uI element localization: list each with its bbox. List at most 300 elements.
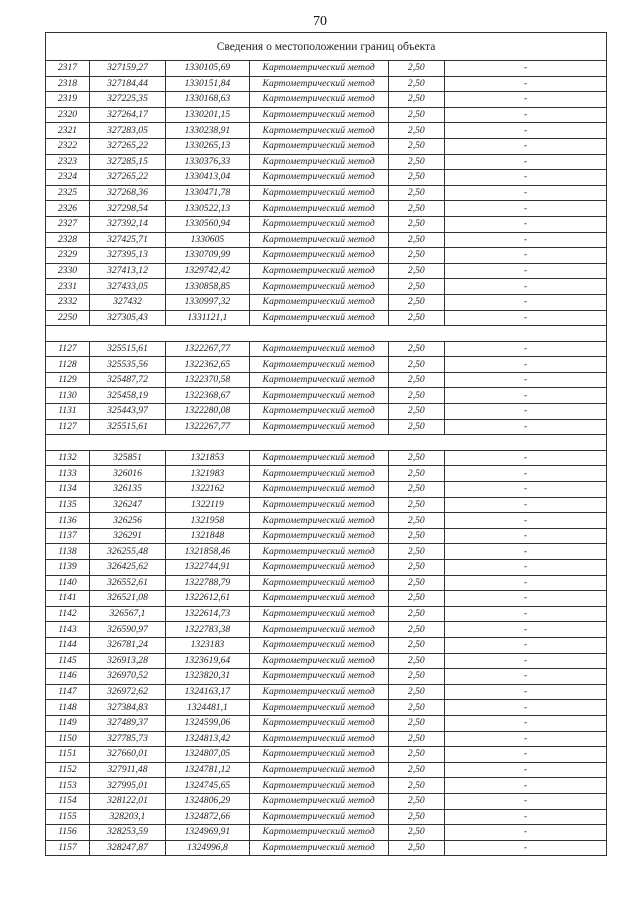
method-cell: Картометрический метод [249, 404, 388, 420]
method-cell: Картометрический метод [249, 793, 388, 809]
point-number-cell: 2317 [46, 61, 90, 77]
table-row [46, 310, 607, 326]
description-cell: - [445, 637, 607, 653]
y-coordinate-cell: 1330105,69 [166, 61, 250, 77]
method-cell: Картометрический метод [249, 684, 388, 700]
method-cell: Картометрический метод [249, 170, 388, 186]
description-cell: - [445, 560, 607, 576]
description-cell: - [445, 154, 607, 170]
method-cell: Картометрический метод [249, 544, 388, 560]
description-cell: - [445, 419, 607, 435]
accuracy-cell: 2,50 [388, 622, 444, 638]
accuracy-cell: 2,50 [388, 762, 444, 778]
point-number-cell: 1134 [46, 482, 90, 498]
accuracy-cell: 2,50 [388, 76, 444, 92]
description-cell: - [445, 466, 607, 482]
method-cell: Картометрический метод [249, 575, 388, 591]
x-coordinate-cell: 326247 [89, 497, 165, 513]
point-number-cell: 2327 [46, 216, 90, 232]
x-coordinate-cell: 325487,72 [89, 372, 165, 388]
point-number-cell: 2325 [46, 185, 90, 201]
accuracy-cell: 2,50 [388, 809, 444, 825]
point-number-cell: 1147 [46, 684, 90, 700]
y-coordinate-cell: 1330168,63 [166, 92, 250, 108]
x-coordinate-cell: 327785,73 [89, 731, 165, 747]
table-row [46, 528, 607, 544]
description-cell: - [445, 778, 607, 794]
method-cell: Картометрический метод [249, 466, 388, 482]
description-cell: - [445, 684, 607, 700]
description-cell: - [445, 372, 607, 388]
description-cell: - [445, 825, 607, 841]
method-cell: Картометрический метод [249, 825, 388, 841]
x-coordinate-cell: 326425,62 [89, 560, 165, 576]
point-number-cell: 1136 [46, 513, 90, 529]
y-coordinate-cell: 1330413,04 [166, 170, 250, 186]
method-cell: Картометрический метод [249, 482, 388, 498]
x-coordinate-cell: 326781,24 [89, 637, 165, 653]
y-coordinate-cell: 1330997,32 [166, 294, 250, 310]
accuracy-cell: 2,50 [388, 341, 444, 357]
point-number-cell: 1144 [46, 637, 90, 653]
description-cell: - [445, 715, 607, 731]
point-number-cell: 1151 [46, 747, 90, 763]
table-row [46, 466, 607, 482]
x-coordinate-cell: 327285,15 [89, 154, 165, 170]
table-row [46, 76, 607, 92]
description-cell: - [445, 279, 607, 295]
method-cell: Картометрический метод [249, 372, 388, 388]
x-coordinate-cell: 328253,59 [89, 825, 165, 841]
table-row [46, 450, 607, 466]
description-cell: - [445, 700, 607, 716]
y-coordinate-cell: 1322783,38 [166, 622, 250, 638]
x-coordinate-cell: 326255,48 [89, 544, 165, 560]
method-cell: Картометрический метод [249, 606, 388, 622]
table-title: Сведения о местоположении границ объекта [46, 33, 607, 61]
table-row [46, 107, 607, 123]
point-number-cell: 1140 [46, 575, 90, 591]
table-row [46, 840, 607, 856]
point-number-cell: 1152 [46, 762, 90, 778]
x-coordinate-cell: 327489,37 [89, 715, 165, 731]
y-coordinate-cell: 1321983 [166, 466, 250, 482]
table-row [46, 154, 607, 170]
point-number-cell: 2324 [46, 170, 90, 186]
table-row [46, 669, 607, 685]
point-number-cell: 1141 [46, 591, 90, 607]
x-coordinate-cell: 327265,22 [89, 170, 165, 186]
point-number-cell: 1137 [46, 528, 90, 544]
table-row [46, 123, 607, 139]
y-coordinate-cell: 1323619,64 [166, 653, 250, 669]
accuracy-cell: 2,50 [388, 653, 444, 669]
y-coordinate-cell: 1324599,06 [166, 715, 250, 731]
x-coordinate-cell: 327265,22 [89, 138, 165, 154]
description-cell: - [445, 497, 607, 513]
point-number-cell: 1130 [46, 388, 90, 404]
point-number-cell: 1149 [46, 715, 90, 731]
method-cell: Картометрический метод [249, 497, 388, 513]
accuracy-cell: 2,50 [388, 450, 444, 466]
y-coordinate-cell: 1321848 [166, 528, 250, 544]
description-cell: - [445, 341, 607, 357]
method-cell: Картометрический метод [249, 138, 388, 154]
description-cell: - [445, 263, 607, 279]
x-coordinate-cell: 327225,35 [89, 92, 165, 108]
method-cell: Картометрический метод [249, 279, 388, 295]
point-number-cell: 1143 [46, 622, 90, 638]
accuracy-cell: 2,50 [388, 201, 444, 217]
description-cell: - [445, 731, 607, 747]
x-coordinate-cell: 327995,01 [89, 778, 165, 794]
description-cell: - [445, 201, 607, 217]
accuracy-cell: 2,50 [388, 637, 444, 653]
point-number-cell: 1142 [46, 606, 90, 622]
table-row [46, 388, 607, 404]
accuracy-cell: 2,50 [388, 294, 444, 310]
x-coordinate-cell: 326016 [89, 466, 165, 482]
description-cell: - [445, 762, 607, 778]
accuracy-cell: 2,50 [388, 61, 444, 77]
accuracy-cell: 2,50 [388, 185, 444, 201]
accuracy-cell: 2,50 [388, 482, 444, 498]
point-number-cell: 1128 [46, 357, 90, 373]
table-row [46, 185, 607, 201]
accuracy-cell: 2,50 [388, 731, 444, 747]
accuracy-cell: 2,50 [388, 669, 444, 685]
x-coordinate-cell: 327384,83 [89, 700, 165, 716]
accuracy-cell: 2,50 [388, 92, 444, 108]
table-row [46, 404, 607, 420]
accuracy-cell: 2,50 [388, 840, 444, 856]
accuracy-cell: 2,50 [388, 170, 444, 186]
table-row [46, 357, 607, 373]
method-cell: Картометрический метод [249, 310, 388, 326]
group-separator-row [46, 435, 607, 451]
accuracy-cell: 2,50 [388, 123, 444, 139]
table-row [46, 294, 607, 310]
accuracy-cell: 2,50 [388, 154, 444, 170]
description-cell: - [445, 61, 607, 77]
method-cell: Картометрический метод [249, 700, 388, 716]
accuracy-cell: 2,50 [388, 466, 444, 482]
table-row [46, 216, 607, 232]
table-row [46, 201, 607, 217]
x-coordinate-cell: 326135 [89, 482, 165, 498]
point-number-cell: 2321 [46, 123, 90, 139]
y-coordinate-cell: 1324481,1 [166, 700, 250, 716]
table-row [46, 263, 607, 279]
y-coordinate-cell: 1323183 [166, 637, 250, 653]
x-coordinate-cell: 326552,61 [89, 575, 165, 591]
accuracy-cell: 2,50 [388, 747, 444, 763]
description-cell: - [445, 185, 607, 201]
x-coordinate-cell: 327298,54 [89, 201, 165, 217]
accuracy-cell: 2,50 [388, 715, 444, 731]
description-cell: - [445, 170, 607, 186]
table-row [46, 248, 607, 264]
y-coordinate-cell: 1322362,65 [166, 357, 250, 373]
y-coordinate-cell: 1322368,67 [166, 388, 250, 404]
table-row [46, 653, 607, 669]
accuracy-cell: 2,50 [388, 793, 444, 809]
x-coordinate-cell: 326970,52 [89, 669, 165, 685]
y-coordinate-cell: 1324813,42 [166, 731, 250, 747]
method-cell: Картометрический метод [249, 840, 388, 856]
y-coordinate-cell: 1330471,78 [166, 185, 250, 201]
description-cell: - [445, 513, 607, 529]
table-row [46, 513, 607, 529]
y-coordinate-cell: 1324781,12 [166, 762, 250, 778]
x-coordinate-cell: 327283,05 [89, 123, 165, 139]
point-number-cell: 2318 [46, 76, 90, 92]
description-cell: - [445, 138, 607, 154]
table-row [46, 544, 607, 560]
x-coordinate-cell: 326590,97 [89, 622, 165, 638]
accuracy-cell: 2,50 [388, 497, 444, 513]
method-cell: Картометрический метод [249, 201, 388, 217]
method-cell: Картометрический метод [249, 513, 388, 529]
x-coordinate-cell: 325851 [89, 450, 165, 466]
table-row [46, 637, 607, 653]
table-row [46, 279, 607, 295]
description-cell: - [445, 232, 607, 248]
y-coordinate-cell: 1324163,17 [166, 684, 250, 700]
table-row [46, 825, 607, 841]
description-cell: - [445, 388, 607, 404]
description-cell: - [445, 575, 607, 591]
x-coordinate-cell: 327433,05 [89, 279, 165, 295]
boundary-table [45, 32, 607, 856]
table-row [46, 747, 607, 763]
y-coordinate-cell: 1330265,13 [166, 138, 250, 154]
accuracy-cell: 2,50 [388, 591, 444, 607]
y-coordinate-cell: 1322614,73 [166, 606, 250, 622]
x-coordinate-cell: 327268,36 [89, 185, 165, 201]
description-cell: - [445, 482, 607, 498]
x-coordinate-cell: 326291 [89, 528, 165, 544]
method-cell: Картометрический метод [249, 263, 388, 279]
x-coordinate-cell: 325458,19 [89, 388, 165, 404]
table-row [46, 622, 607, 638]
accuracy-cell: 2,50 [388, 248, 444, 264]
description-cell: - [445, 793, 607, 809]
point-number-cell: 1155 [46, 809, 90, 825]
y-coordinate-cell: 1330238,91 [166, 123, 250, 139]
y-coordinate-cell: 1330858,85 [166, 279, 250, 295]
method-cell: Картометрический метод [249, 637, 388, 653]
table-row [46, 809, 607, 825]
description-cell: - [445, 809, 607, 825]
page-number: 70 [313, 14, 327, 29]
x-coordinate-cell: 325515,61 [89, 419, 165, 435]
method-cell: Картометрический метод [249, 747, 388, 763]
x-coordinate-cell: 325443,97 [89, 404, 165, 420]
y-coordinate-cell: 1322370,58 [166, 372, 250, 388]
accuracy-cell: 2,50 [388, 279, 444, 295]
point-number-cell: 1127 [46, 419, 90, 435]
method-cell: Картометрический метод [249, 107, 388, 123]
method-cell: Картометрический метод [249, 653, 388, 669]
method-cell: Картометрический метод [249, 123, 388, 139]
boundary-table-container [45, 32, 607, 856]
separator-cell [46, 435, 607, 451]
x-coordinate-cell: 327395,13 [89, 248, 165, 264]
point-number-cell: 2326 [46, 201, 90, 217]
x-coordinate-cell: 326256 [89, 513, 165, 529]
y-coordinate-cell: 1324969,91 [166, 825, 250, 841]
table-row [46, 341, 607, 357]
point-number-cell: 2319 [46, 92, 90, 108]
description-cell: - [445, 450, 607, 466]
description-cell: - [445, 310, 607, 326]
description-cell: - [445, 216, 607, 232]
accuracy-cell: 2,50 [388, 684, 444, 700]
table-row [46, 715, 607, 731]
y-coordinate-cell: 1323820,31 [166, 669, 250, 685]
method-cell: Картометрический метод [249, 591, 388, 607]
y-coordinate-cell: 1331121,1 [166, 310, 250, 326]
method-cell: Картометрический метод [249, 419, 388, 435]
table-row [46, 684, 607, 700]
point-number-cell: 1133 [46, 466, 90, 482]
accuracy-cell: 2,50 [388, 825, 444, 841]
point-number-cell: 1150 [46, 731, 90, 747]
accuracy-cell: 2,50 [388, 419, 444, 435]
method-cell: Картометрический метод [249, 248, 388, 264]
method-cell: Картометрический метод [249, 731, 388, 747]
y-coordinate-cell: 1322612,61 [166, 591, 250, 607]
y-coordinate-cell: 1330201,15 [166, 107, 250, 123]
point-number-cell: 1135 [46, 497, 90, 513]
method-cell: Картометрический метод [249, 76, 388, 92]
table-row [46, 606, 607, 622]
method-cell: Картометрический метод [249, 154, 388, 170]
description-cell: - [445, 248, 607, 264]
description-cell: - [445, 606, 607, 622]
accuracy-cell: 2,50 [388, 138, 444, 154]
y-coordinate-cell: 1330376,33 [166, 154, 250, 170]
description-cell: - [445, 669, 607, 685]
point-number-cell: 1153 [46, 778, 90, 794]
y-coordinate-cell: 1322119 [166, 497, 250, 513]
separator-cell [46, 326, 607, 342]
table-row [46, 778, 607, 794]
point-number-cell: 1138 [46, 544, 90, 560]
y-coordinate-cell: 1330522,13 [166, 201, 250, 217]
y-coordinate-cell: 1321958 [166, 513, 250, 529]
description-cell: - [445, 123, 607, 139]
accuracy-cell: 2,50 [388, 513, 444, 529]
description-cell: - [445, 653, 607, 669]
method-cell: Картометрический метод [249, 232, 388, 248]
description-cell: - [445, 591, 607, 607]
description-cell: - [445, 404, 607, 420]
accuracy-cell: 2,50 [388, 700, 444, 716]
point-number-cell: 2320 [46, 107, 90, 123]
description-cell: - [445, 76, 607, 92]
point-number-cell: 1139 [46, 560, 90, 576]
point-number-cell: 1129 [46, 372, 90, 388]
table-row [46, 497, 607, 513]
point-number-cell: 1132 [46, 450, 90, 466]
method-cell: Картометрический метод [249, 528, 388, 544]
method-cell: Картометрический метод [249, 762, 388, 778]
table-header-row [46, 33, 607, 61]
accuracy-cell: 2,50 [388, 560, 444, 576]
method-cell: Картометрический метод [249, 61, 388, 77]
point-number-cell: 1131 [46, 404, 90, 420]
accuracy-cell: 2,50 [388, 606, 444, 622]
method-cell: Картометрический метод [249, 92, 388, 108]
x-coordinate-cell: 326972,62 [89, 684, 165, 700]
table-row [46, 762, 607, 778]
point-number-cell: 2330 [46, 263, 90, 279]
point-number-cell: 2329 [46, 248, 90, 264]
y-coordinate-cell: 1322280,08 [166, 404, 250, 420]
y-coordinate-cell: 1330709,99 [166, 248, 250, 264]
method-cell: Картометрический метод [249, 560, 388, 576]
point-number-cell: 2328 [46, 232, 90, 248]
method-cell: Картометрический метод [249, 216, 388, 232]
accuracy-cell: 2,50 [388, 528, 444, 544]
method-cell: Картометрический метод [249, 294, 388, 310]
table-row [46, 731, 607, 747]
description-cell: - [445, 622, 607, 638]
description-cell: - [445, 294, 607, 310]
table-row [46, 560, 607, 576]
table-row [46, 61, 607, 77]
y-coordinate-cell: 1324745,65 [166, 778, 250, 794]
accuracy-cell: 2,50 [388, 575, 444, 591]
table-row [46, 591, 607, 607]
table-row [46, 170, 607, 186]
description-cell: - [445, 840, 607, 856]
accuracy-cell: 2,50 [388, 544, 444, 560]
y-coordinate-cell: 1324872,66 [166, 809, 250, 825]
accuracy-cell: 2,50 [388, 263, 444, 279]
x-coordinate-cell: 326567,1 [89, 606, 165, 622]
x-coordinate-cell: 326521,08 [89, 591, 165, 607]
method-cell: Картометрический метод [249, 357, 388, 373]
table-row [46, 482, 607, 498]
x-coordinate-cell: 327432 [89, 294, 165, 310]
point-number-cell: 2322 [46, 138, 90, 154]
y-coordinate-cell: 1324806,29 [166, 793, 250, 809]
point-number-cell: 1127 [46, 341, 90, 357]
accuracy-cell: 2,50 [388, 388, 444, 404]
point-number-cell: 1148 [46, 700, 90, 716]
x-coordinate-cell: 327425,71 [89, 232, 165, 248]
method-cell: Картометрический метод [249, 715, 388, 731]
table-row [46, 419, 607, 435]
y-coordinate-cell: 1330605 [166, 232, 250, 248]
y-coordinate-cell: 1324996,8 [166, 840, 250, 856]
accuracy-cell: 2,50 [388, 107, 444, 123]
table-row [46, 575, 607, 591]
x-coordinate-cell: 327184,44 [89, 76, 165, 92]
table-row [46, 138, 607, 154]
x-coordinate-cell: 327392,14 [89, 216, 165, 232]
x-coordinate-cell: 327413,12 [89, 263, 165, 279]
x-coordinate-cell: 327660,01 [89, 747, 165, 763]
x-coordinate-cell: 325515,61 [89, 341, 165, 357]
table-row [46, 700, 607, 716]
y-coordinate-cell: 1321853 [166, 450, 250, 466]
point-number-cell: 1145 [46, 653, 90, 669]
accuracy-cell: 2,50 [388, 232, 444, 248]
